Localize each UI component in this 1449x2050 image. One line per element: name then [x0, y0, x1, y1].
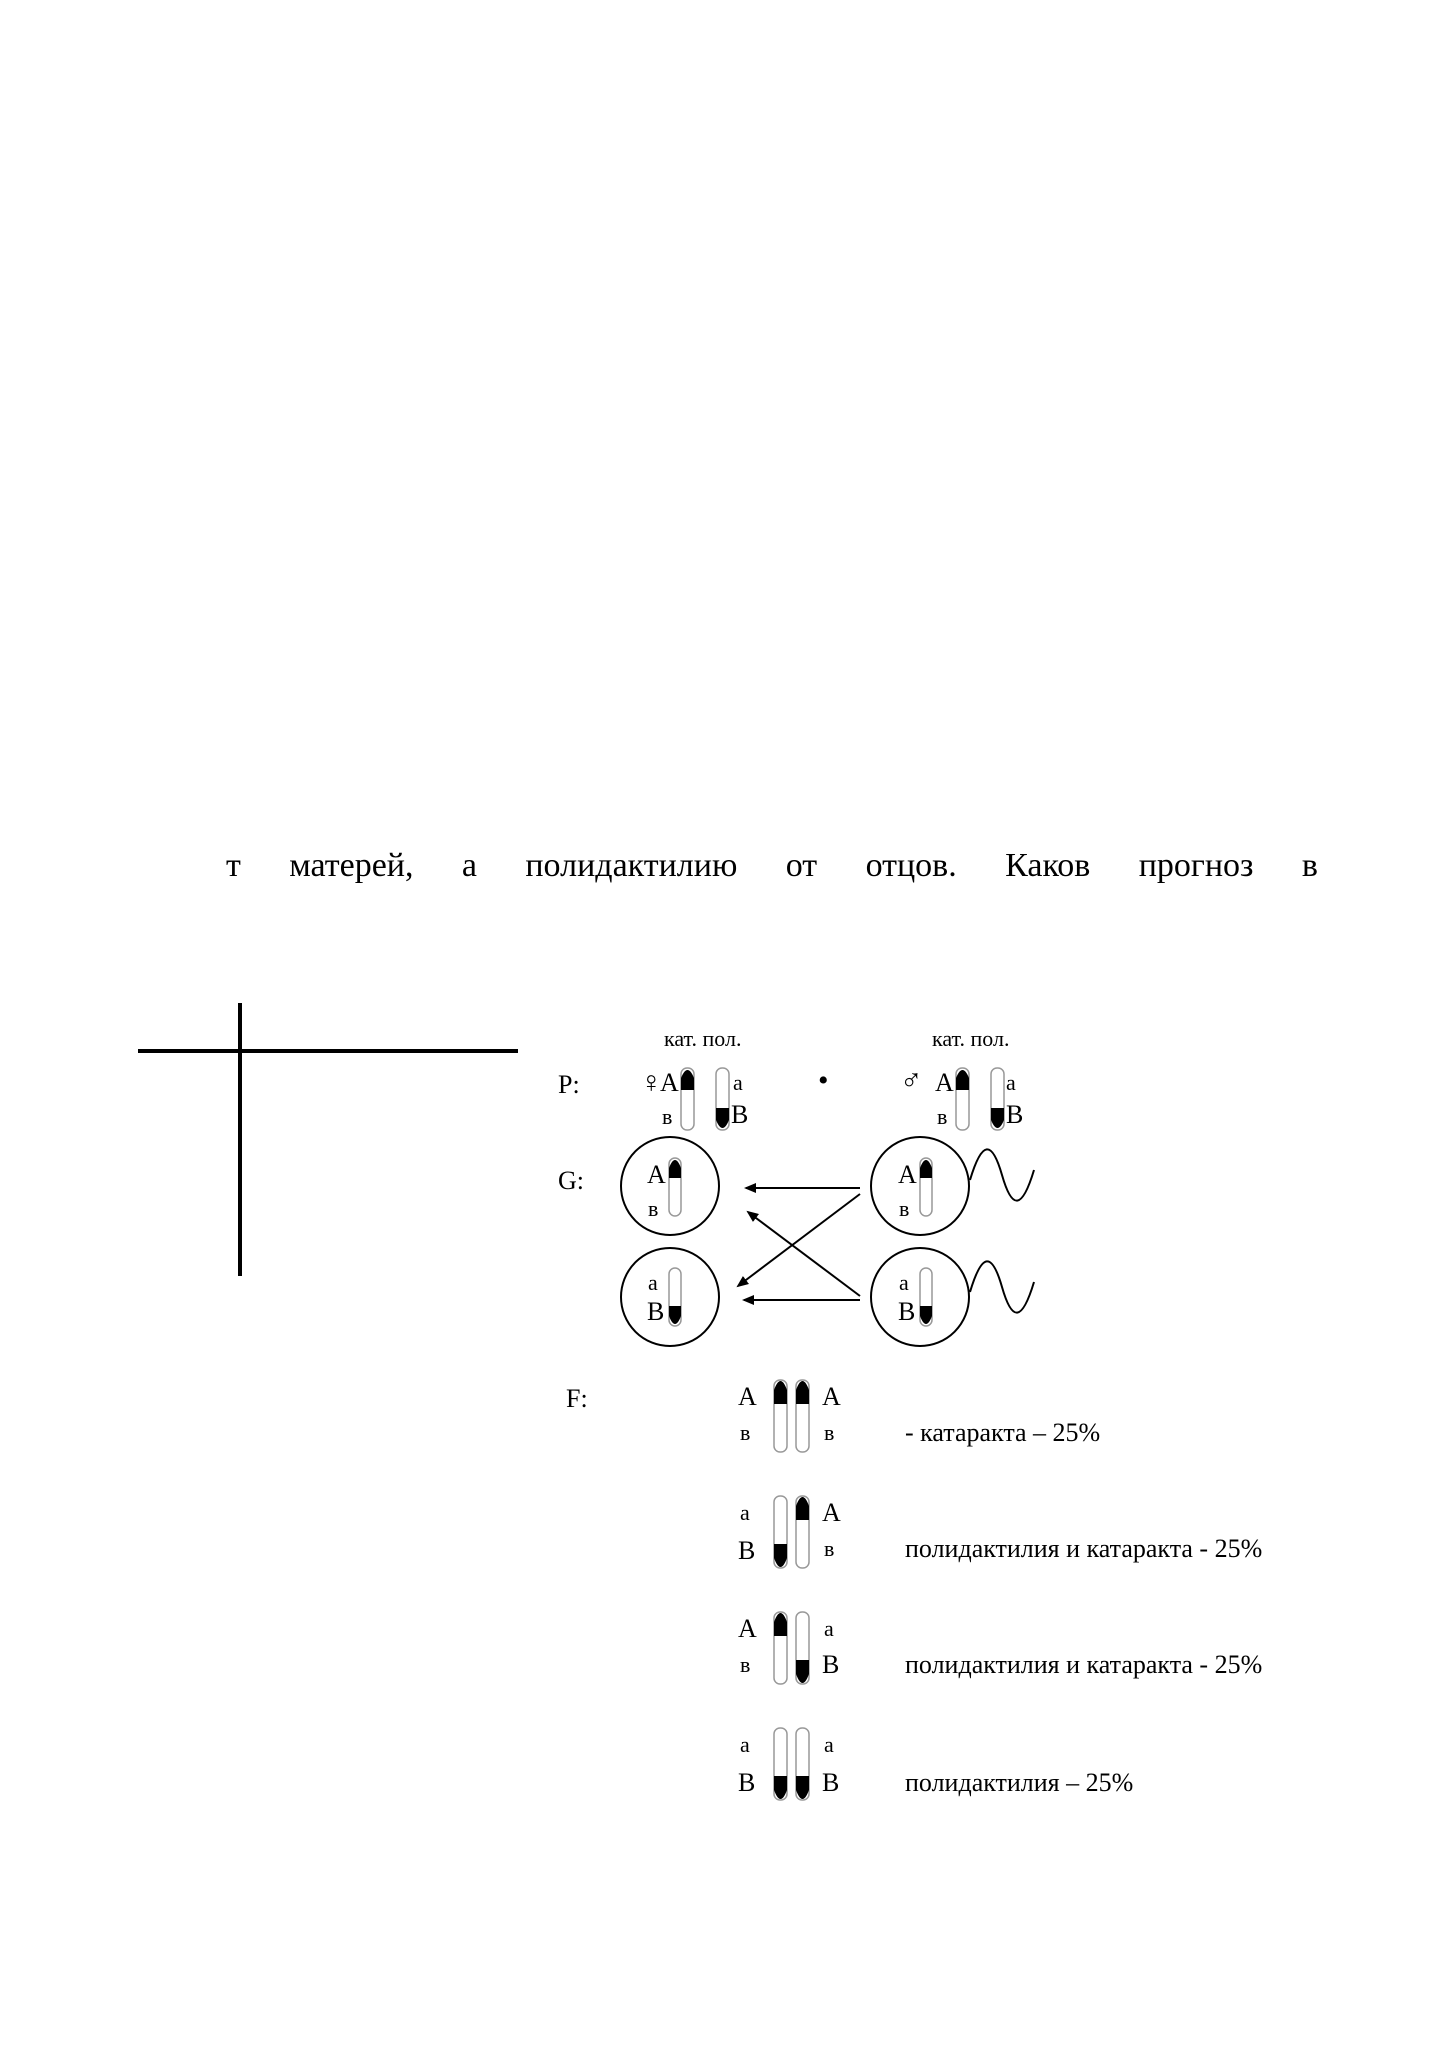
offspring-chromosome: [796, 1380, 809, 1452]
offspring-allele: B: [738, 1536, 756, 1565]
offspring-chromosome: [774, 1728, 787, 1800]
offspring-allele: A: [738, 1382, 757, 1411]
offspring-allele: в: [824, 1536, 835, 1561]
offspring-allele: A: [822, 1382, 841, 1411]
sentence-word: от: [785, 847, 818, 884]
offspring-allele: B: [822, 1650, 840, 1679]
gamete-allele: a: [899, 1270, 909, 1295]
offspring-allele: a: [740, 1500, 750, 1525]
arrow: [738, 1194, 860, 1286]
gamete-allele: в: [648, 1196, 659, 1221]
gamete-allele: B: [647, 1297, 665, 1326]
allele-label: в: [662, 1104, 673, 1129]
male-chromosome-2: [991, 1068, 1004, 1130]
male-chromosome-1: [956, 1068, 969, 1130]
sentence-word: а: [461, 847, 477, 884]
sentence-word: в: [1301, 847, 1318, 884]
sperm-tail-icon: [970, 1261, 1034, 1312]
sentence-word: отцов.: [865, 847, 957, 884]
female-label: кат. пол.: [664, 1026, 742, 1051]
offspring-allele: в: [824, 1420, 835, 1445]
offspring-allele: в: [740, 1420, 751, 1445]
sentence-word: полидактилию: [525, 847, 738, 884]
gamete-allele: A: [647, 1160, 666, 1189]
gamete-chromosome: [920, 1268, 932, 1326]
offspring-chromosome: [796, 1612, 809, 1684]
offspring-chromosome: [796, 1728, 809, 1800]
gamete-allele: в: [899, 1196, 910, 1221]
gamete-chromosome: [669, 1158, 681, 1216]
female-chromosome-1: [681, 1068, 694, 1130]
offspring-phenotype: полидактилия – 25%: [905, 1768, 1134, 1797]
offspring-allele: A: [822, 1498, 841, 1527]
allele-label: B: [731, 1100, 749, 1129]
allele-label: a: [733, 1070, 743, 1095]
offspring-chromosome: [796, 1496, 809, 1568]
sperm-tail-icon: [970, 1149, 1034, 1200]
sentence-word: т: [226, 847, 241, 884]
sentence-word: Каков: [1005, 847, 1091, 884]
allele-label: a: [1006, 1070, 1016, 1095]
gamete-allele: a: [648, 1270, 658, 1295]
female-chromosome-2: [716, 1068, 729, 1130]
sentence-word: матерей,: [289, 847, 414, 884]
row-label-g: G:: [558, 1166, 584, 1195]
male-symbol-icon: ♂: [900, 1064, 923, 1097]
offspring-phenotype: полидактилия и катаракта - 25%: [905, 1650, 1263, 1679]
offspring-allele: a: [824, 1616, 834, 1641]
offspring-allele: B: [822, 1768, 840, 1797]
gamete-allele: A: [898, 1160, 917, 1189]
allele-label: A: [935, 1068, 954, 1097]
offspring-allele: a: [740, 1732, 750, 1757]
allele-label: A: [660, 1068, 679, 1097]
offspring-phenotype: полидактилия и катаракта - 25%: [905, 1534, 1263, 1563]
offspring-allele: в: [740, 1652, 751, 1677]
gamete-chromosome: [920, 1158, 932, 1216]
offspring-chromosome: [774, 1380, 787, 1452]
male-label: кат. пол.: [932, 1026, 1010, 1051]
offspring-allele: a: [824, 1732, 834, 1757]
offspring-allele: A: [738, 1614, 757, 1643]
offspring-phenotype: - катаракта – 25%: [905, 1418, 1101, 1447]
offspring-chromosome: [774, 1612, 787, 1684]
offspring-chromosome: [774, 1496, 787, 1568]
female-symbol-icon: ♀: [640, 1066, 663, 1099]
arrow: [748, 1212, 860, 1296]
offspring-allele: B: [738, 1768, 756, 1797]
gamete-allele: B: [898, 1297, 916, 1326]
row-label-p: P:: [558, 1070, 580, 1099]
row-label-f: F:: [566, 1384, 588, 1413]
sentence-word: прогноз: [1138, 847, 1254, 884]
allele-label: в: [937, 1104, 948, 1129]
cross-symbol: •: [818, 1064, 829, 1097]
allele-label: B: [1006, 1100, 1024, 1129]
gamete-chromosome: [669, 1268, 681, 1326]
